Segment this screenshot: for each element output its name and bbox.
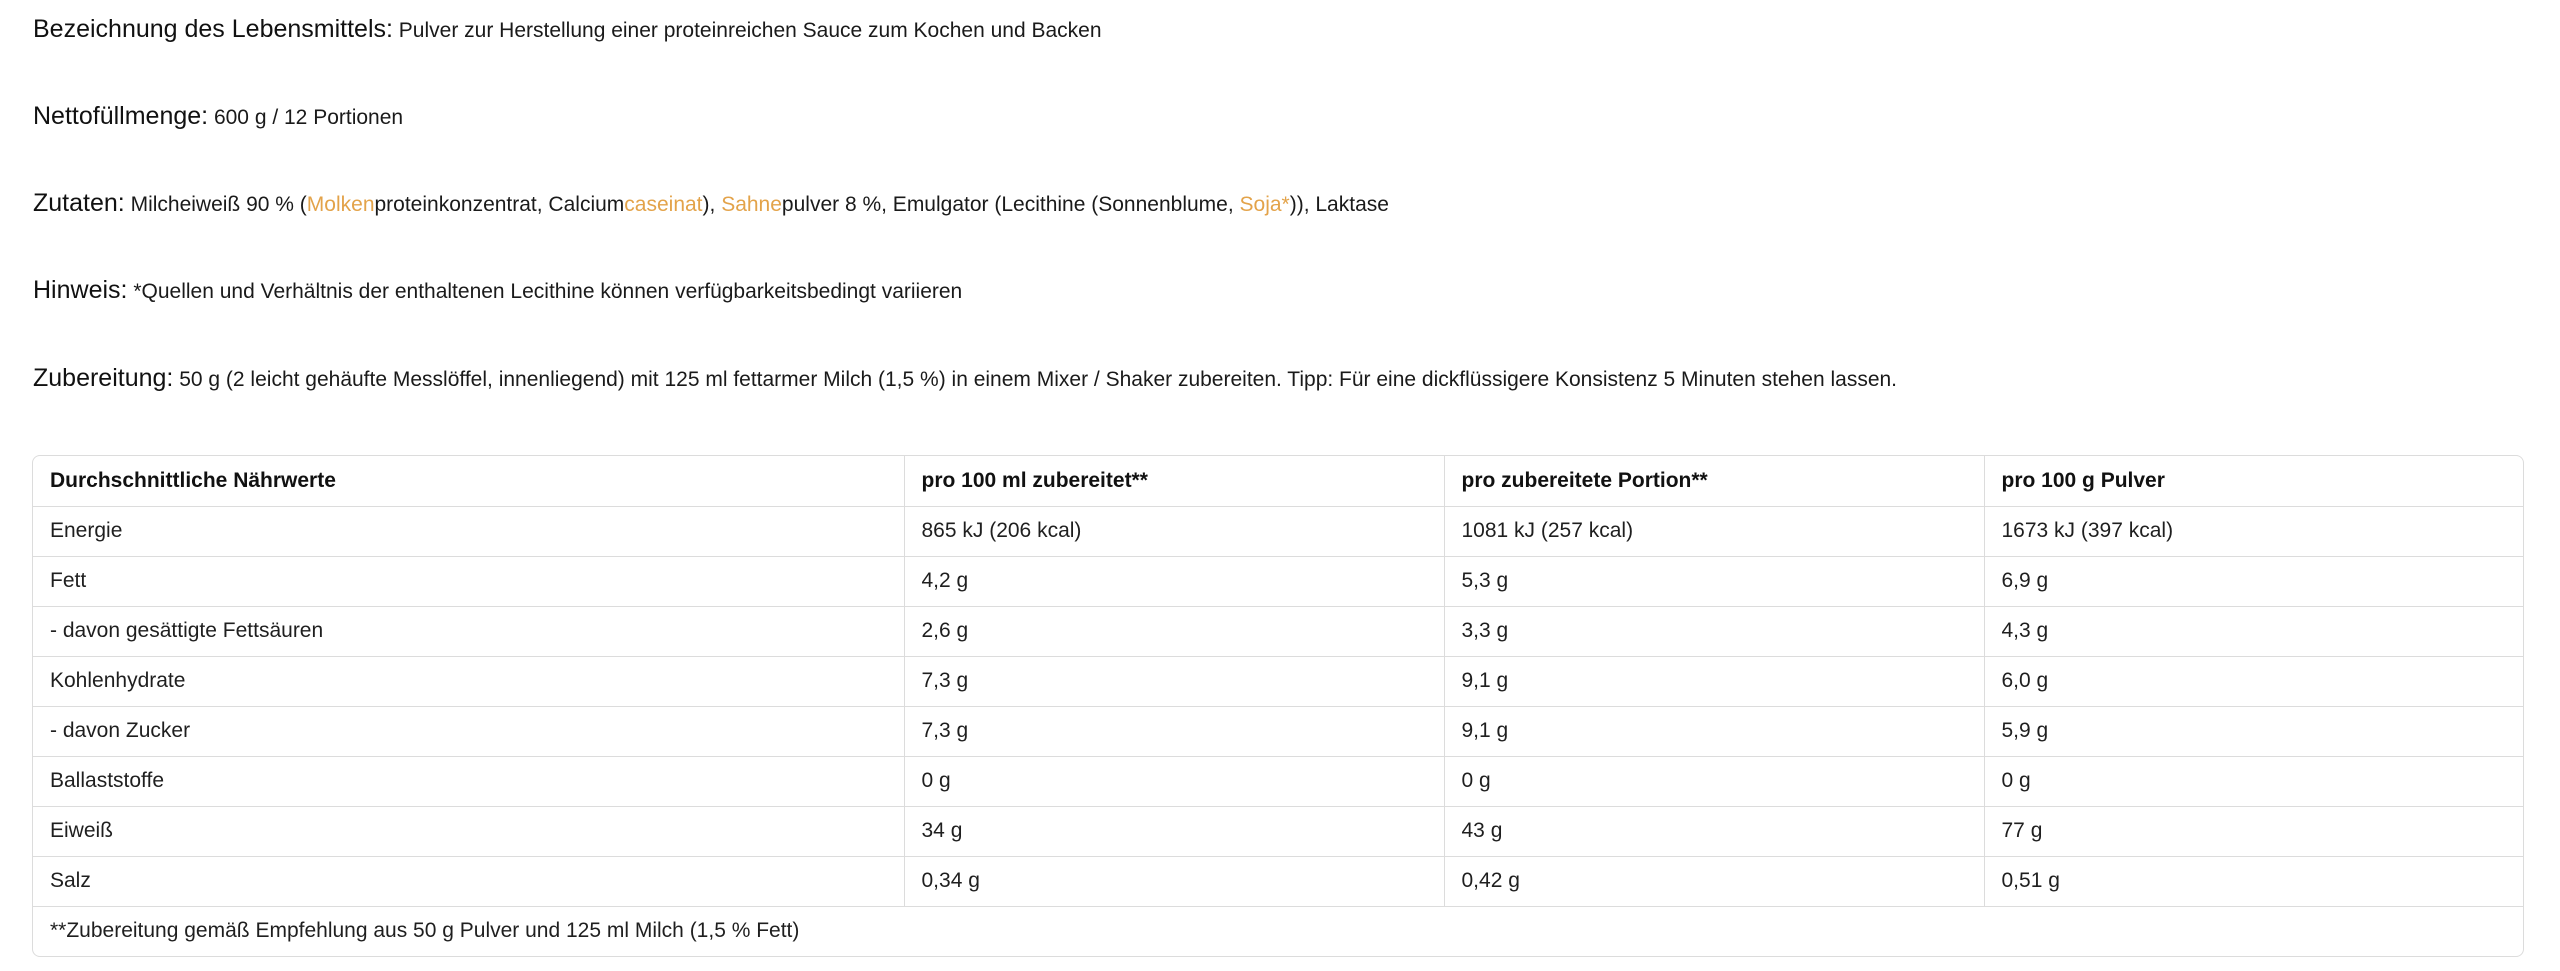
header-cell: pro 100 ml zubereitet** <box>904 456 1444 506</box>
ingredient-text: proteinkonzentrat, Calcium <box>374 193 625 216</box>
value-per-100ml: 0 g <box>904 756 1444 806</box>
zutaten-line <box>33 189 1389 219</box>
value-per-100g: 5,9 g <box>1984 706 2524 756</box>
value-per-100g: 6,9 g <box>1984 556 2524 606</box>
nutrient-name: - davon gesättigte Fettsäuren <box>33 606 904 656</box>
bezeichnung-line <box>33 15 1102 45</box>
table-row <box>33 706 2524 756</box>
value-per-portion: 0 g <box>1444 756 1984 806</box>
ingredient-text: ), <box>702 193 722 216</box>
footnote-row <box>33 906 2524 956</box>
nutrient-name: Energie <box>33 506 904 556</box>
zutaten-value <box>131 193 1389 216</box>
nutrient-name: Eiweiß <box>33 806 904 856</box>
ingredient-text: )), Laktase <box>1289 193 1389 216</box>
bezeichnung-value: Pulver zur Herstellung einer proteinreichen Sauce zum Kochen und Backen <box>398 19 1102 42</box>
nutrient-name: Ballaststoffe <box>33 756 904 806</box>
value-per-portion: 0,42 g <box>1444 856 1984 906</box>
zubereitung-line <box>33 364 1897 394</box>
value-per-portion: 43 g <box>1444 806 1984 856</box>
table-row <box>33 656 2524 706</box>
value-per-portion: 9,1 g <box>1444 706 1984 756</box>
nettofuellmenge-value: 600 g / 12 Portionen <box>213 106 404 129</box>
table-row <box>33 606 2524 656</box>
value-per-100ml: 865 kJ (206 kcal) <box>904 506 1444 556</box>
hinweis-value: *Quellen und Verhältnis der enthaltenen Lecithine können verfügbarkeitsbedingt variieren <box>133 280 963 303</box>
value-per-100g: 0 g <box>1984 756 2524 806</box>
ingredient-text: pulver 8 %, Emulgator (Lecithine (Sonnenblume, <box>781 193 1240 216</box>
value-per-100g: 77 g <box>1984 806 2524 856</box>
value-per-100g: 0,51 g <box>1984 856 2524 906</box>
table-footnote: **Zubereitung gemäß Empfehlung aus 50 g Pulver und 125 ml Milch (1,5 % Fett) <box>50 919 800 943</box>
header-cell: pro 100 g Pulver <box>1984 456 2524 506</box>
hinweis-label: Hinweis: <box>33 276 128 304</box>
nutrient-name: - davon Zucker <box>33 706 904 756</box>
allergen-highlight: Soja* <box>1239 193 1290 216</box>
value-per-portion: 9,1 g <box>1444 656 1984 706</box>
nutrition-table <box>32 455 2524 957</box>
zutaten-label: Zutaten: <box>33 189 125 217</box>
value-per-100g: 4,3 g <box>1984 606 2524 656</box>
ingredient-text: Milcheiweiß 90 % ( <box>130 193 307 216</box>
header-cell: pro zubereitete Portion** <box>1444 456 1984 506</box>
table-row <box>33 856 2524 906</box>
value-per-100ml: 34 g <box>904 806 1444 856</box>
bezeichnung-label: Bezeichnung des Lebensmittels: <box>33 15 393 43</box>
value-per-portion: 5,3 g <box>1444 556 1984 606</box>
zubereitung-value: 50 g (2 leicht gehäufte Messlöffel, innenliegend) mit 125 ml fettarmer Milch (1,5 %) in einem Mixer / Shaker zubereiten. Tipp: Für eine dickflüssigere Konsistenz 5 Minuten stehen lassen. <box>179 368 1898 391</box>
nettofuellmenge-label: Nettofüllmenge: <box>33 102 209 130</box>
nutrient-name: Salz <box>33 856 904 906</box>
allergen-highlight: Molken <box>306 193 375 216</box>
nutrition-header-row <box>33 456 2524 506</box>
table-row <box>33 556 2524 606</box>
value-per-portion: 1081 kJ (257 kcal) <box>1444 506 1984 556</box>
value-per-100ml: 7,3 g <box>904 656 1444 706</box>
allergen-highlight: Sahne <box>721 193 782 216</box>
nutrient-name: Fett <box>33 556 904 606</box>
value-per-100g: 6,0 g <box>1984 656 2524 706</box>
value-per-portion: 3,3 g <box>1444 606 1984 656</box>
value-per-100ml: 4,2 g <box>904 556 1444 606</box>
value-per-100g: 1673 kJ (397 kcal) <box>1984 506 2524 556</box>
table-row <box>33 506 2524 556</box>
value-per-100ml: 0,34 g <box>904 856 1444 906</box>
zubereitung-label: Zubereitung: <box>33 364 174 392</box>
value-per-100ml: 2,6 g <box>904 606 1444 656</box>
hinweis-line <box>33 276 962 306</box>
nutrient-name: Kohlenhydrate <box>33 656 904 706</box>
header-cell: Durchschnittliche Nährwerte <box>33 456 904 506</box>
table-row <box>33 806 2524 856</box>
nettofuellmenge-line <box>33 102 403 132</box>
table-row <box>33 756 2524 806</box>
value-per-100ml: 7,3 g <box>904 706 1444 756</box>
allergen-highlight: caseinat <box>624 193 703 216</box>
